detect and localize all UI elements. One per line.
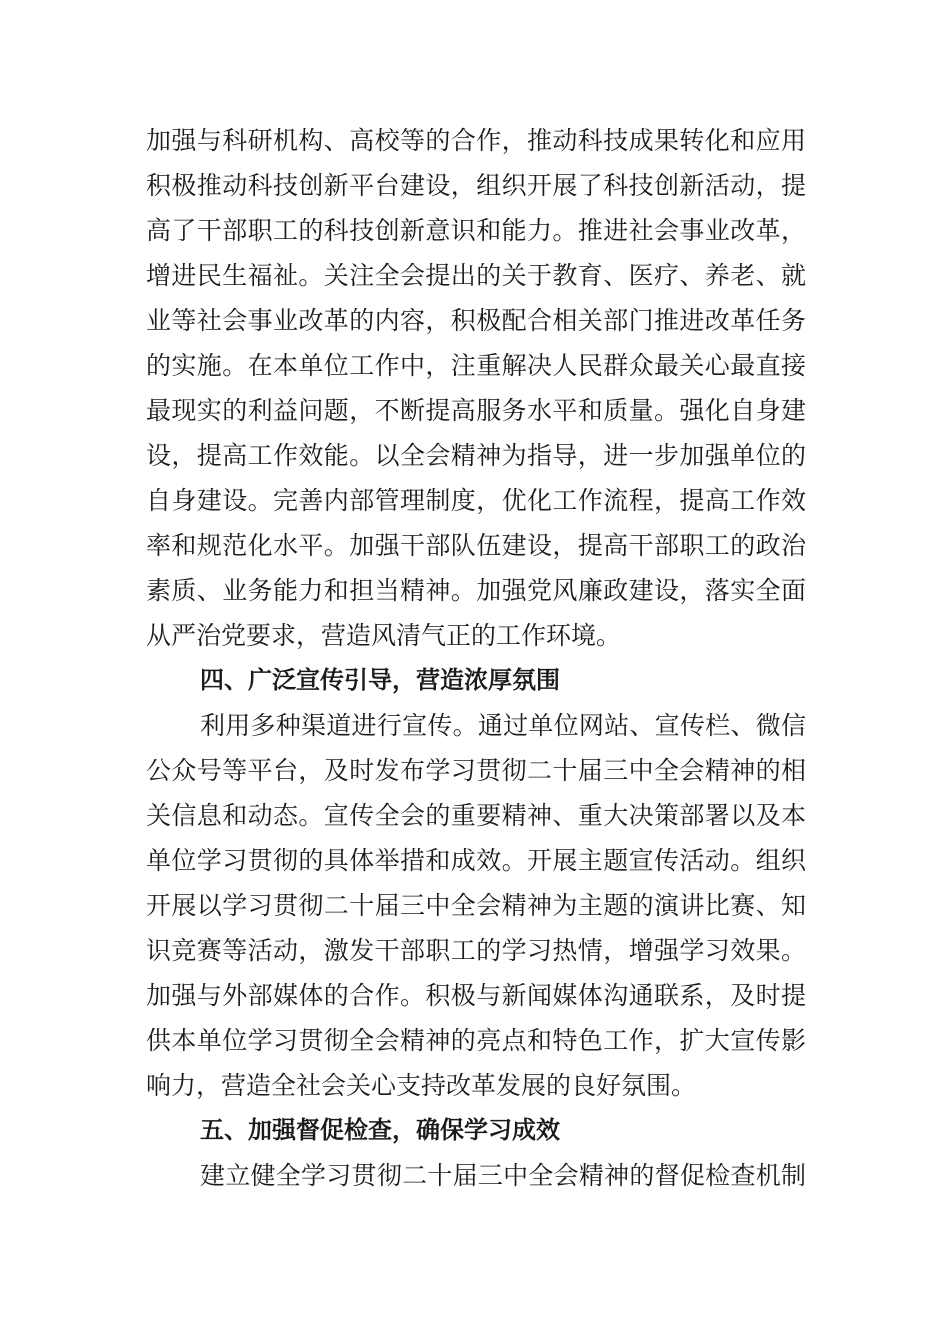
section-heading-5: 五、加强督促检查，确保学习成效 [200,1116,560,1144]
paragraph-line: 高了干部职工的科技创新意识和能力。推进社会事业改革， [146,216,806,245]
paragraph-line: 公众号等平台，及时发布学习贯彻二十届三中全会精神的相 [146,756,806,785]
paragraph-line: 识竞赛等活动，激发干部职工的学习热情，增强学习效果。 [146,936,806,965]
paragraph-line: 单位学习贯彻的具体举措和成效。开展主题宣传活动。组织 [146,846,806,875]
paragraph-line: 最现实的利益问题，不断提高服务水平和质量。强化自身建 [146,396,806,425]
paragraph-line: 素质、业务能力和担当精神。加强党风廉政建设，落实全面 [146,576,806,605]
paragraph-line: 业等社会事业改革的内容，积极配合相关部门推进改革任务 [146,306,806,335]
paragraph-line: 设，提高工作效能。以全会精神为指导，进一步加强单位的 [146,441,806,470]
paragraph-line: 增进民生福祉。关注全会提出的关于教育、医疗、养老、就 [146,261,806,290]
paragraph-line: 从严治党要求，营造风清气正的工作环境。 [146,621,622,650]
paragraph-line: 建立健全学习贯彻二十届三中全会精神的督促检查机制 [200,1161,806,1190]
paragraph-line: 率和规范化水平。加强干部队伍建设，提高干部职工的政治 [146,531,806,560]
paragraph-line: 关信息和动态。宣传全会的重要精神、重大决策部署以及本 [146,801,806,830]
paragraph-line: 响力，营造全社会关心支持改革发展的良好氛围。 [146,1071,697,1100]
paragraph-line: 的实施。在本单位工作中，注重解决人民群众最关心最直接 [146,351,806,380]
paragraph-line: 积极推动科技创新平台建设，组织开展了科技创新活动，提 [146,171,806,200]
paragraph-line: 开展以学习贯彻二十届三中全会精神为主题的演讲比赛、知 [146,891,806,920]
paragraph-line: 供本单位学习贯彻全会精神的亮点和特色工作，扩大宣传影 [146,1026,806,1055]
section-heading-4: 四、广泛宣传引导，营造浓厚氛围 [200,666,560,694]
document-body [146,118,806,1198]
paragraph-line: 利用多种渠道进行宣传。通过单位网站、宣传栏、微信 [200,711,806,740]
paragraph-line: 自身建设。完善内部管理制度，优化工作流程，提高工作效 [146,486,806,515]
paragraph-line: 加强与科研机构、高校等的合作，推动科技成果转化和应用 [146,126,806,155]
paragraph-line: 加强与外部媒体的合作。积极与新闻媒体沟通联系，及时提 [146,981,806,1010]
